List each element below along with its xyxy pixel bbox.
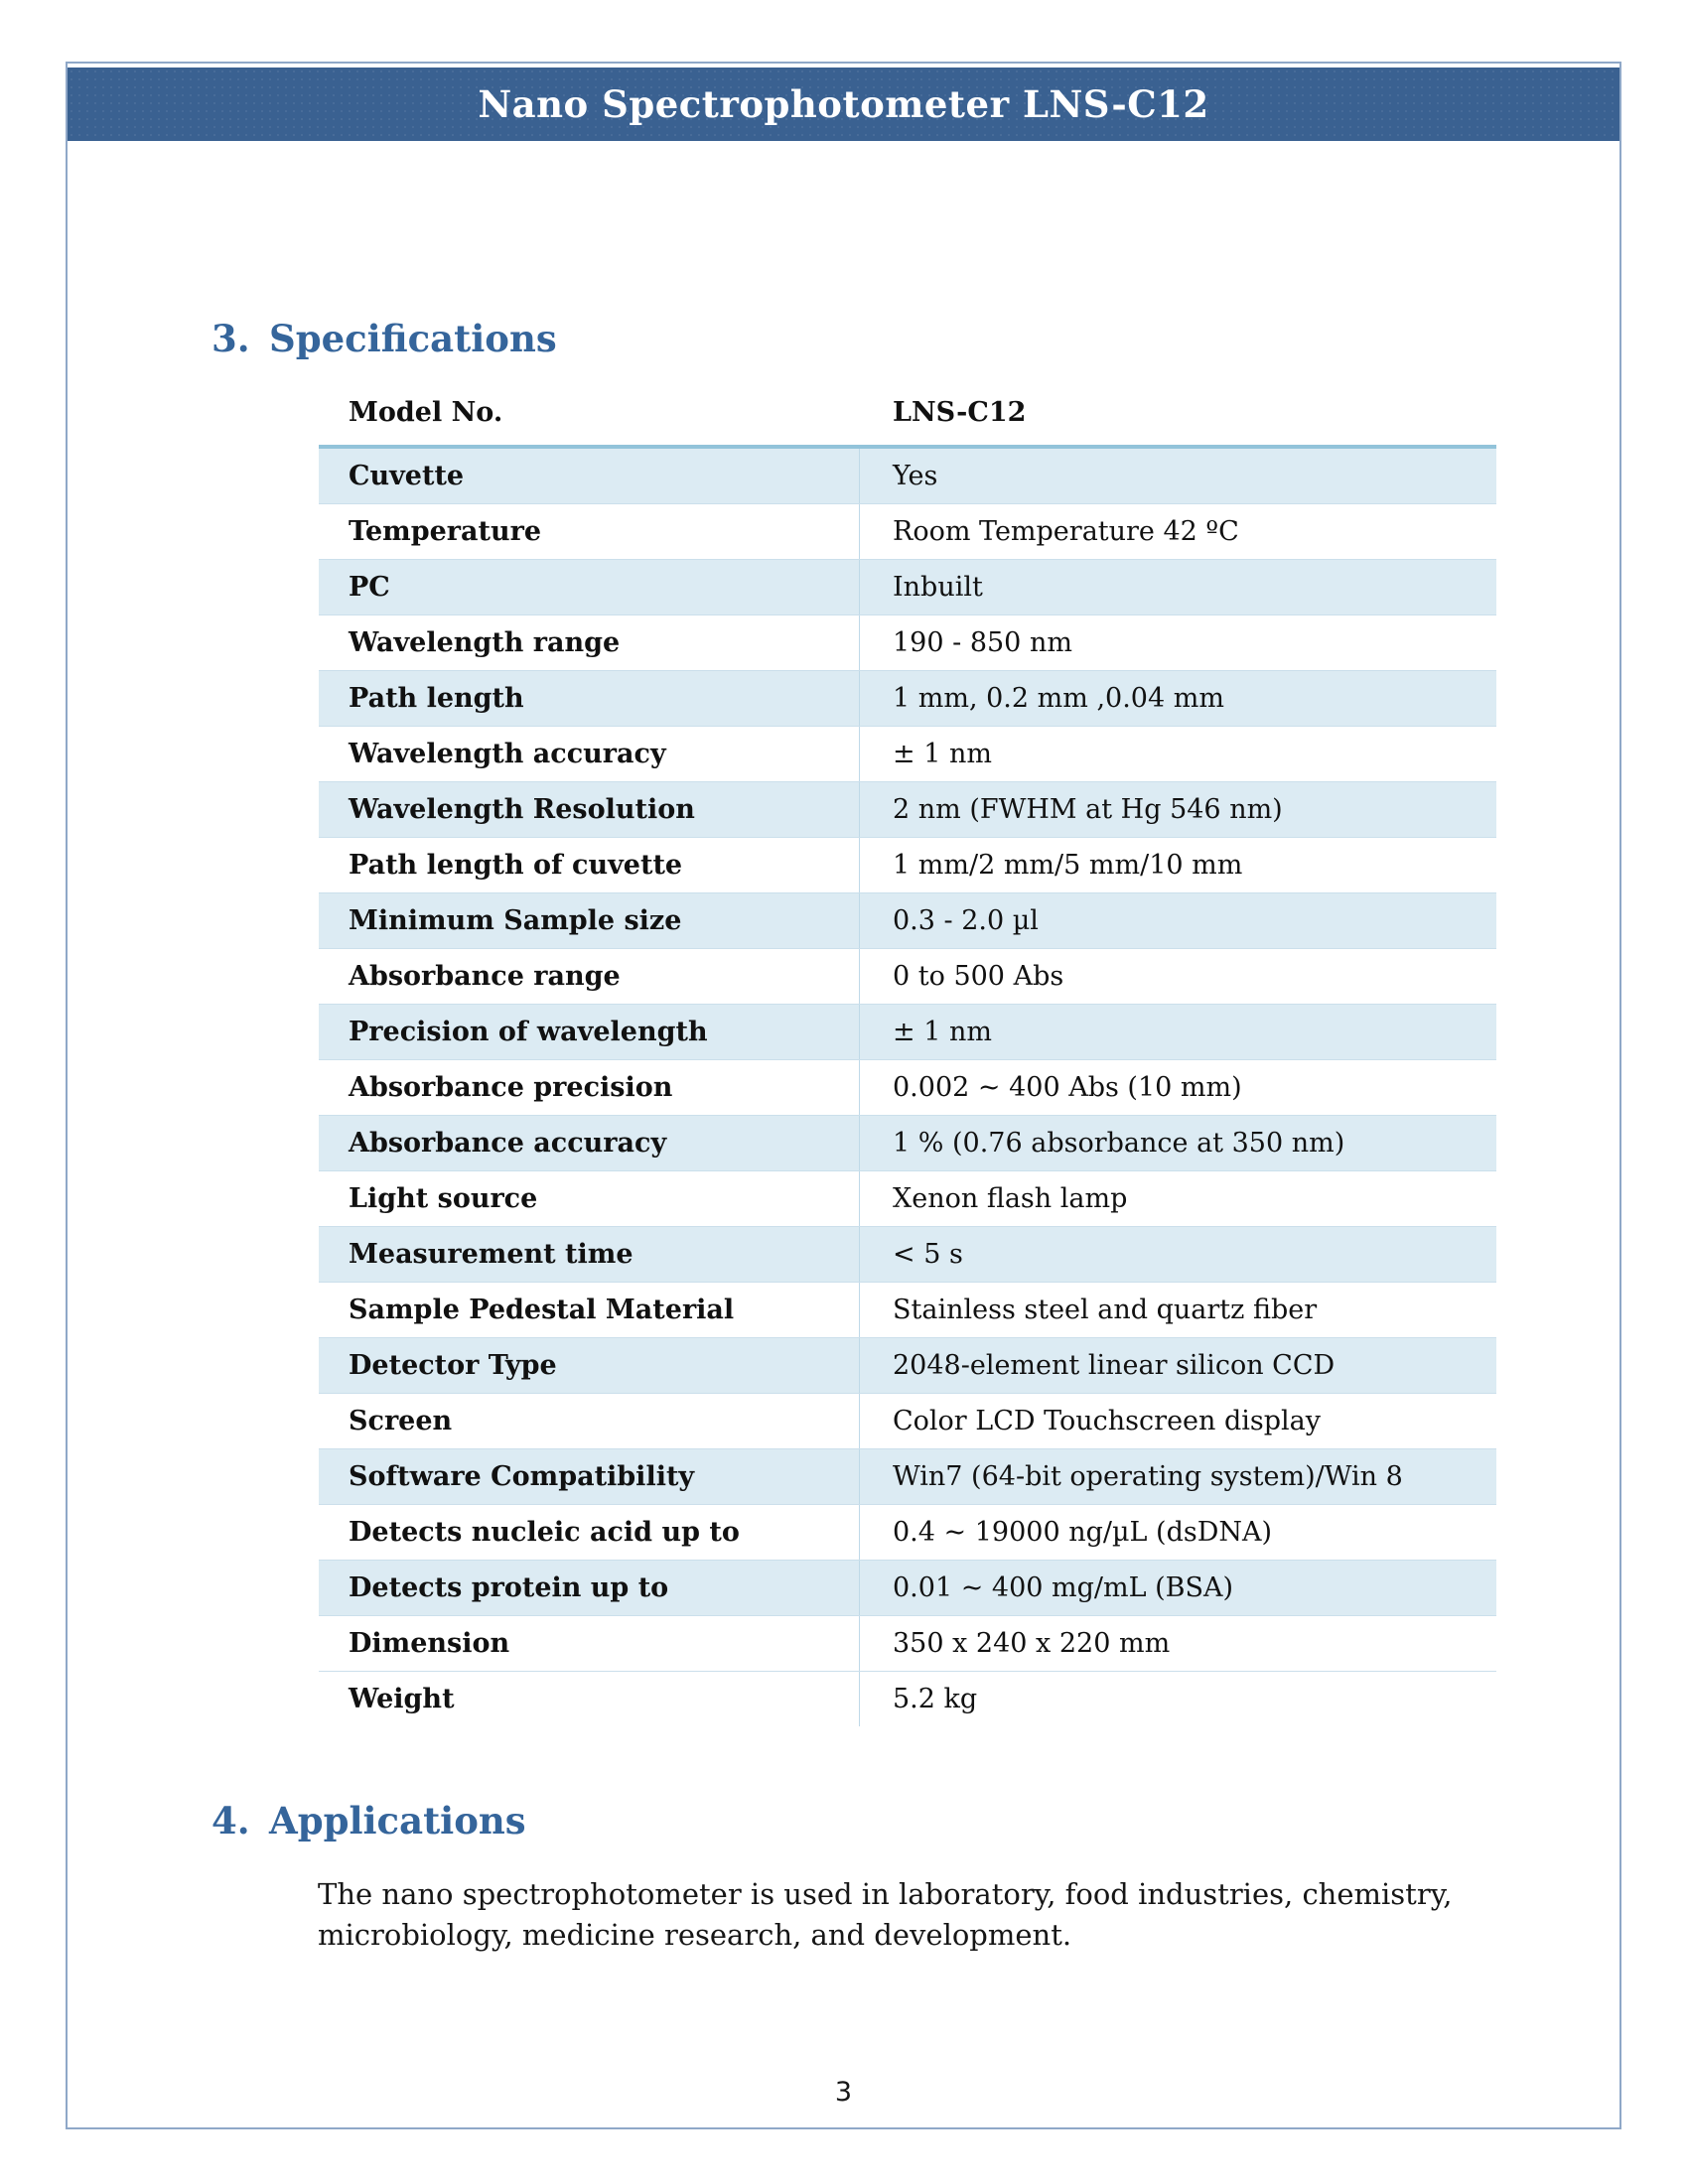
row-label: Path length of cuvette xyxy=(319,838,860,892)
row-value: 1 mm/2 mm/5 mm/10 mm xyxy=(893,850,1243,881)
row-value: Color LCD Touchscreen display xyxy=(893,1406,1322,1436)
table-row xyxy=(319,1505,1496,1561)
table-row xyxy=(319,671,1496,727)
row-value: 0 to 500 Abs xyxy=(893,961,1064,992)
table-row xyxy=(319,1672,1496,1726)
table-row xyxy=(319,949,1496,1005)
row-value: 0.01 ~ 400 mg/mL (BSA) xyxy=(893,1572,1234,1603)
page-number: 3 xyxy=(834,2077,853,2108)
table-row xyxy=(319,449,1496,504)
specifications-table xyxy=(319,379,1496,1726)
table-row xyxy=(319,893,1496,949)
table-row xyxy=(319,1005,1496,1060)
table-row xyxy=(319,1616,1496,1672)
table-row xyxy=(319,838,1496,893)
row-label: Light source xyxy=(319,1171,860,1226)
table-row xyxy=(319,1561,1496,1616)
row-value: 1 mm, 0.2 mm ,0.04 mm xyxy=(893,683,1224,714)
page-border-frame xyxy=(66,62,1621,2129)
row-label: Screen xyxy=(319,1394,860,1448)
row-label: PC xyxy=(319,560,860,614)
table-row xyxy=(319,1338,1496,1394)
table-row xyxy=(319,1060,1496,1116)
table-header-row xyxy=(319,379,1496,445)
row-label: Detector Type xyxy=(319,1338,860,1393)
row-label: Software Compatibility xyxy=(319,1449,860,1504)
section-number: 4. xyxy=(211,1799,250,1843)
section-title: Specifications xyxy=(269,317,557,360)
row-value: 2048-element linear silicon CCD xyxy=(893,1350,1336,1381)
row-value: 1 % (0.76 absorbance at 350 nm) xyxy=(893,1128,1345,1159)
section-heading-specifications xyxy=(211,317,557,360)
table-row xyxy=(319,1227,1496,1283)
row-label: Wavelength accuracy xyxy=(319,727,860,781)
table-body xyxy=(319,445,1496,1726)
row-label: Wavelength range xyxy=(319,615,860,670)
row-label: Minimum Sample size xyxy=(319,893,860,948)
row-label: Detects nucleic acid up to xyxy=(319,1505,860,1560)
row-value: Inbuilt xyxy=(893,572,983,603)
row-label: Weight xyxy=(319,1672,860,1726)
document-title: Nano Spectrophotometer LNS-C12 xyxy=(478,82,1209,126)
row-label: Temperature xyxy=(319,504,860,559)
row-value: 350 x 240 x 220 mm xyxy=(893,1628,1171,1659)
row-label: Cuvette xyxy=(319,449,860,503)
table-row xyxy=(319,1116,1496,1171)
row-value: 5.2 kg xyxy=(893,1684,978,1714)
row-value: 190 - 850 nm xyxy=(893,627,1072,658)
row-value: Room Temperature 42 ºC xyxy=(893,516,1239,547)
table-row xyxy=(319,1394,1496,1449)
table-row xyxy=(319,1449,1496,1505)
table-row xyxy=(319,727,1496,782)
section-number: 3. xyxy=(211,317,250,360)
table-row xyxy=(319,504,1496,560)
row-value: 2 nm (FWHM at Hg 546 nm) xyxy=(893,794,1283,825)
row-value: Stainless steel and quartz fiber xyxy=(893,1295,1318,1325)
row-label: Precision of wavelength xyxy=(319,1005,860,1059)
row-value: 0.3 - 2.0 µl xyxy=(893,905,1039,936)
row-label: Absorbance accuracy xyxy=(319,1116,860,1170)
section-heading-applications xyxy=(211,1799,526,1843)
table-row xyxy=(319,782,1496,838)
table-row xyxy=(319,1283,1496,1338)
section-title: Applications xyxy=(269,1799,526,1843)
table-row xyxy=(319,1171,1496,1227)
table-header-value: LNS-C12 xyxy=(893,396,1027,428)
document-header-bar xyxy=(68,68,1619,141)
row-value: 0.002 ~ 400 Abs (10 mm) xyxy=(893,1072,1242,1103)
row-value: ± 1 nm xyxy=(893,1017,992,1047)
row-label: Measurement time xyxy=(319,1227,860,1282)
table-row xyxy=(319,560,1496,615)
row-label: Path length xyxy=(319,671,860,726)
row-label: Absorbance range xyxy=(319,949,860,1004)
row-value: Xenon flash lamp xyxy=(893,1183,1128,1214)
row-label: Dimension xyxy=(319,1616,860,1671)
table-header-label: Model No. xyxy=(349,396,503,428)
row-value: Yes xyxy=(893,461,938,491)
row-value: 0.4 ~ 19000 ng/µL (dsDNA) xyxy=(893,1517,1273,1548)
row-label: Wavelength Resolution xyxy=(319,782,860,837)
applications-paragraph: The nano spectrophotometer is used in laboratory, food industries, chemistry, microbiology, medicine research, and development. xyxy=(318,1877,1453,1953)
row-label: Detects protein up to xyxy=(319,1561,860,1615)
row-value: Win7 (64-bit operating system)/Win 8 xyxy=(893,1461,1403,1492)
row-value: < 5 s xyxy=(893,1239,963,1270)
row-label: Sample Pedestal Material xyxy=(319,1283,860,1337)
row-label: Absorbance precision xyxy=(319,1060,860,1115)
row-value: ± 1 nm xyxy=(893,739,992,769)
table-row xyxy=(319,615,1496,671)
